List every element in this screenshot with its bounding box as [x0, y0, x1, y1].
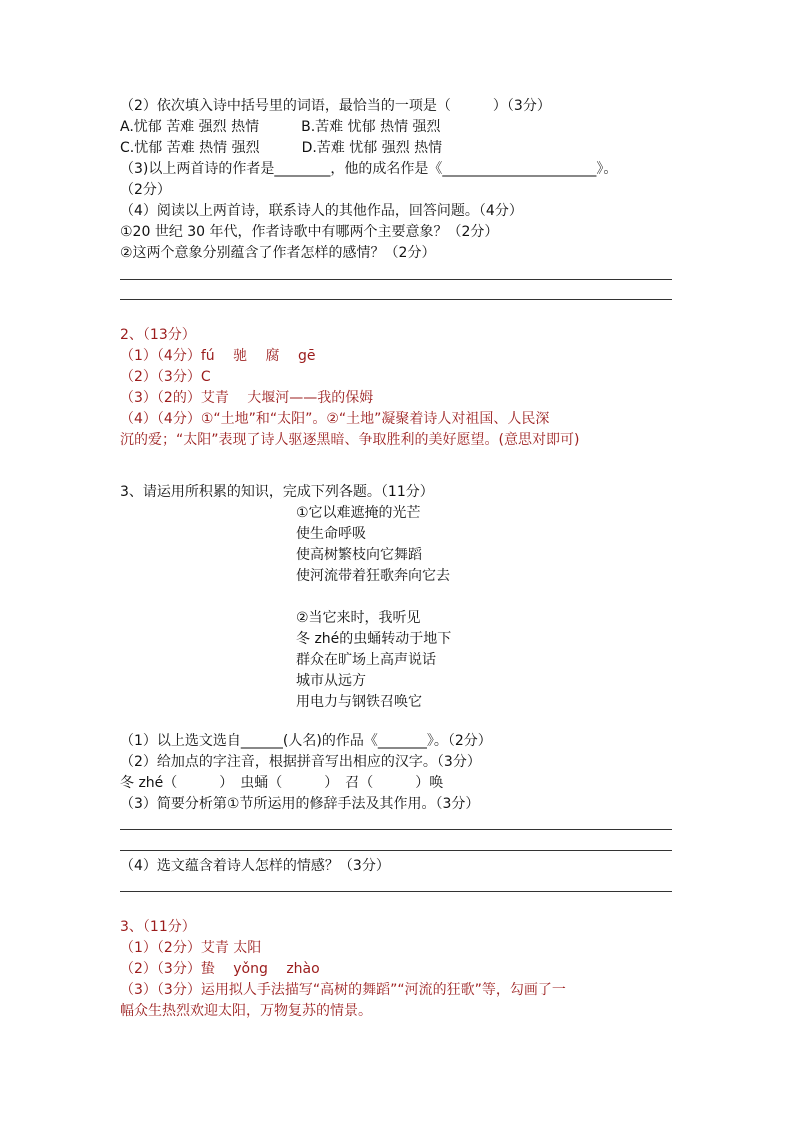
answer-line — [120, 299, 672, 300]
answer2-item4: （4）（4分）①“土地”和“太阳”。②“土地”凝聚着诗人对祖国、人民深 — [120, 411, 550, 427]
poem-line: 用电力与钢铁召唤它 — [296, 694, 422, 710]
poem-line: 城市从远方 — [296, 673, 366, 689]
answer3-item3-cont: 幅众生热烈欢迎太阳，万物复苏的情景。 — [120, 1003, 372, 1019]
answer-line — [120, 829, 672, 830]
answer-line — [120, 891, 672, 892]
answer3-item2: （2）（3分）蛰 yǒng zhào — [120, 961, 320, 977]
q1-option-cd: C.忧郁 苦难 热情 强烈 D.苦难 忧郁 强烈 热情 — [120, 140, 443, 156]
answer-line — [120, 850, 672, 851]
q1-sub3: （3)以上两首诗的作者是________，他的成名作是《______________________》。 — [120, 161, 618, 177]
poem-line: 使河流带着狂歌奔向它去 — [296, 568, 450, 584]
answer3-heading: 3、（11分） — [120, 919, 196, 935]
answer-line — [120, 279, 672, 280]
q3-sub4: （4）选文蕴含着诗人怎样的情感？（3分） — [120, 858, 390, 874]
answer3-item1: （1）（2分）艾青 太阳 — [120, 940, 262, 956]
answer2-item4-cont: 沉的爱；“太阳”表现了诗人驱逐黑暗、争取胜利的美好愿望。(意思对即可) — [120, 432, 580, 448]
q3-sub2: （2）给加点的字注音，根据拼音写出相应的汉字。（3分） — [120, 754, 481, 770]
q1-sub3-score: （2分） — [120, 182, 171, 198]
q1-sub4-item1: ①20 世纪 30 年代，作者诗歌中有哪两个主要意象？（2分） — [120, 224, 499, 240]
q3-sub1: （1）以上选文选自______(人名)的作品《_______》。（2分） — [120, 733, 492, 749]
q3-sub3: （3）简要分析第①节所运用的修辞手法及其作用。（3分） — [120, 796, 480, 812]
poem-line: ①它以难遮掩的光芒 — [296, 505, 421, 521]
poem-line: ②当它来时，我听见 — [296, 610, 421, 626]
answer2-heading: 2、（13分） — [120, 327, 196, 343]
poem-line: 使高树繁枝向它舞蹈 — [296, 547, 422, 563]
answer2-item1: （1）（4分）fú 驰 腐 gē — [120, 348, 316, 364]
answer2-item2: （2）（3分）C — [120, 369, 211, 385]
q1-option-ab: A.忧郁 苦难 强烈 热情 B.苦难 忧郁 热情 强烈 — [120, 119, 441, 135]
answer3-item3: （3）（3分）运用拟人手法描写“高树的舞蹈”“河流的狂歌”等，勾画了一 — [120, 982, 566, 998]
q1-sub2: （2）依次填入诗中括号里的词语，最恰当的一项是（ ）（3分） — [120, 98, 551, 114]
q1-sub4-item2: ②这两个意象分别蕴含了作者怎样的感情？（2分） — [120, 245, 436, 261]
poem-line: 使生命呼吸 — [296, 526, 366, 542]
poem-line: 冬 zhé的虫蛹转动于地下 — [296, 631, 452, 647]
q3-sub2-items: 冬 zhé（ ） 虫蛹（ ） 召（ ）唤 — [120, 775, 444, 791]
q3-heading: 3、请运用所积累的知识，完成下列各题。（11分） — [120, 484, 434, 500]
poem-line: 群众在旷场上高声说话 — [296, 652, 436, 668]
q1-sub4: （4）阅读以上两首诗，联系诗人的其他作品，回答问题。（4分） — [120, 203, 523, 219]
answer2-item3: （3）（2的）艾青 大堰河——我的保姆 — [120, 390, 374, 406]
